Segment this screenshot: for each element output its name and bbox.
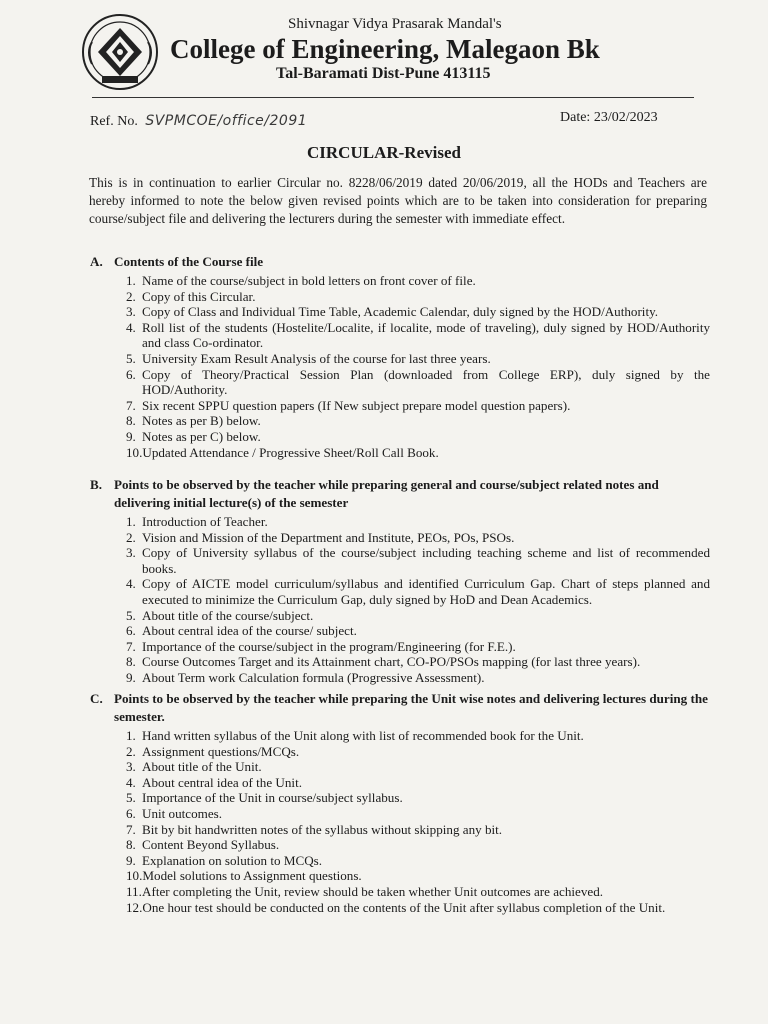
list-item-text: Copy of this Circular. (142, 288, 256, 304)
section-c-list (90, 728, 710, 915)
list-item-number: 6. (126, 805, 136, 821)
list-item (126, 900, 710, 916)
list-item (126, 289, 710, 305)
circular-title: CIRCULAR-Revised (307, 143, 461, 162)
list-item-number: 5. (126, 607, 136, 623)
society-name: Shivnagar Vidya Prasarak Mandal's (288, 16, 502, 32)
ref-label: Ref. No. (90, 114, 138, 129)
list-item-text: Introduction of Teacher. (142, 514, 268, 529)
list-item-text: About title of the course/subject. (142, 607, 314, 623)
intro-paragraph: This is in continuation to earlier Circular no. 8228/06/2019 dated 20/06/2019, all the HODs and Teachers are hereby informed to note the below given revised points which are to be taken into consideration for preparing course/subject file and delivering the lecturers during the semester with immediate effect. (89, 175, 707, 226)
college-name: College of Engineering, Malegaon Bk (170, 34, 600, 64)
list-item (126, 884, 710, 900)
list-item-text: After completing the Unit, review should be taken whether Unit outcomes are achieved. (142, 883, 604, 899)
list-item-number: 9. (126, 428, 136, 444)
list-item-text: Vision and Mission of the Department and Institute, PEOs, POs, PSOs. (142, 529, 515, 545)
list-item-text: Six recent SPPU question papers (If New subject prepare model question papers). (142, 397, 571, 413)
list-item-number: 5. (126, 350, 136, 366)
list-item-text: Hand written syllabus of the Unit along with list of recommended book for the Unit. (142, 728, 584, 743)
list-item-number: 4. (126, 576, 136, 592)
list-item-number: 7. (126, 397, 136, 413)
list-item-text: Notes as per B) below. (142, 413, 261, 429)
list-item-number: 11. (126, 883, 142, 899)
college-emblem-icon (80, 12, 160, 92)
list-item (126, 775, 710, 791)
section-c-title: Points to be observed by the teacher while preparing the Unit wise notes and delivering lectures during the semester. (114, 691, 708, 724)
list-item-text: Content Beyond Syllabus. (142, 837, 280, 853)
list-item-number: 6. (126, 366, 136, 382)
list-item-number: 4. (126, 774, 136, 790)
list-item (126, 654, 710, 670)
list-item-number: 1. (126, 514, 136, 529)
list-item-text: Importance of the course/subject in the program/Engineering (for F.E.). (142, 638, 516, 654)
list-item (126, 445, 710, 461)
section-a (90, 253, 710, 460)
list-item (126, 545, 710, 576)
list-item (126, 608, 710, 624)
section-a-list (90, 273, 710, 460)
list-item (126, 514, 710, 530)
list-item-text: Bit by bit handwritten notes of the syllabus without skipping any bit. (142, 821, 503, 837)
section-c (90, 690, 710, 915)
list-item-number: 1. (126, 273, 136, 288)
ref-value: SVPMCOE/office/2091 (145, 113, 308, 129)
list-item (126, 790, 710, 806)
list-item-number: 2. (126, 743, 136, 759)
list-item (126, 868, 710, 884)
list-item-number: 4. (126, 319, 136, 335)
list-item (126, 304, 710, 320)
list-item-text: Name of the course/subject in bold letters on front cover of file. (142, 273, 476, 288)
list-item-text: Copy of University syllabus of the course/subject including teaching scheme and list of recommended books. (142, 545, 710, 576)
section-c-letter: C. (90, 691, 103, 706)
list-item-text: About central idea of the Unit. (142, 774, 302, 790)
list-item (126, 367, 710, 398)
list-item (126, 806, 710, 822)
list-item (126, 728, 710, 744)
list-item (126, 744, 710, 760)
list-item (126, 759, 710, 775)
list-item-number: 1. (126, 728, 136, 743)
list-item-text: Importance of the Unit in course/subject syllabus. (142, 790, 403, 806)
list-item-number: 2. (126, 529, 136, 545)
section-b-list (90, 514, 710, 686)
list-item-text: One hour test should be conducted on the contents of the Unit after syllabus completion of the Unit. (142, 899, 666, 915)
list-item-text: Roll list of the students (Hostelite/Localite, if localite, mode of traveling), duly signed by HOD/Authority and class Co-ordinator. (142, 319, 710, 351)
section-a-heading (90, 253, 710, 271)
list-item-text: Notes as per C) below. (142, 428, 261, 444)
list-item-number: 5. (126, 790, 136, 806)
circular-date: Date: 23/02/2023 (560, 110, 658, 125)
list-item (126, 530, 710, 546)
list-item-text: About Term work Calculation formula (Progressive Assessment). (142, 669, 485, 685)
list-item-number: 7. (126, 638, 136, 654)
list-item-number: 2. (126, 288, 136, 304)
list-item (126, 853, 710, 869)
college-address: Tal-Baramati Dist-Pune 413115 (276, 65, 491, 82)
reference-number (90, 113, 307, 130)
list-item (126, 576, 710, 607)
list-item (126, 822, 710, 838)
list-item (126, 639, 710, 655)
list-item-number: 10. (126, 444, 143, 460)
list-item (126, 351, 710, 367)
list-item-text: About central idea of the course/ subject. (142, 623, 357, 639)
list-item-number: 12. (126, 899, 143, 915)
list-item (126, 429, 710, 445)
list-item-number: 8. (126, 413, 136, 429)
section-a-title: Contents of the Course file (114, 254, 264, 269)
list-item-text: Explanation on solution to MCQs. (142, 852, 323, 868)
list-item-text: Unit outcomes. (142, 805, 223, 821)
section-a-letter: A. (90, 254, 103, 269)
list-item-number: 9. (126, 852, 136, 868)
list-item (126, 320, 710, 351)
list-item-number: 9. (126, 669, 136, 685)
list-item-text: Copy of Theory/Practical Session Plan (downloaded from College ERP), duly signed by the HOD/Authority. (142, 366, 710, 398)
list-item-number: 3. (126, 545, 136, 561)
list-item-text: Copy of Class and Individual Time Table, Academic Calendar, duly signed by the HOD/Authority. (142, 304, 659, 320)
section-b (90, 476, 710, 686)
list-item-text: Updated Attendance / Progressive Sheet/Roll Call Book. (142, 444, 439, 460)
list-item-number: 8. (126, 654, 136, 670)
list-item-text: About title of the Unit. (142, 759, 262, 775)
list-item (126, 413, 710, 429)
list-item-text: Copy of AICTE model curriculum/syllabus and identified Curriculum Gap. Chart of steps planned and executed to minimize the Curriculum Gap, duly signed by HoD and Dean Academics. (142, 576, 710, 607)
list-item (126, 398, 710, 414)
list-item-number: 8. (126, 837, 136, 853)
list-item-text: University Exam Result Analysis of the course for last three years. (142, 350, 491, 366)
list-item (126, 670, 710, 686)
section-b-title: Points to be observed by the teacher while preparing general and course/subject related notes and delivering initial lecture(s) of the semester (114, 477, 659, 510)
list-item (126, 273, 710, 289)
list-item-text: Assignment questions/MCQs. (142, 743, 300, 759)
section-b-letter: B. (90, 477, 103, 492)
list-item (126, 623, 710, 639)
section-b-heading (90, 476, 710, 512)
list-item-text: Course Outcomes Target and its Attainment chart, CO-PO/PSOs mapping (for last three years). (142, 654, 641, 670)
header-divider (92, 97, 694, 98)
list-item-number: 10. (126, 868, 143, 884)
list-item (126, 837, 710, 853)
list-item-text: Model solutions to Assignment questions. (142, 868, 362, 884)
list-item-number: 3. (126, 304, 136, 320)
list-item-number: 6. (126, 623, 136, 639)
list-item-number: 7. (126, 821, 136, 837)
list-item-number: 3. (126, 759, 136, 775)
section-c-heading (90, 690, 710, 726)
